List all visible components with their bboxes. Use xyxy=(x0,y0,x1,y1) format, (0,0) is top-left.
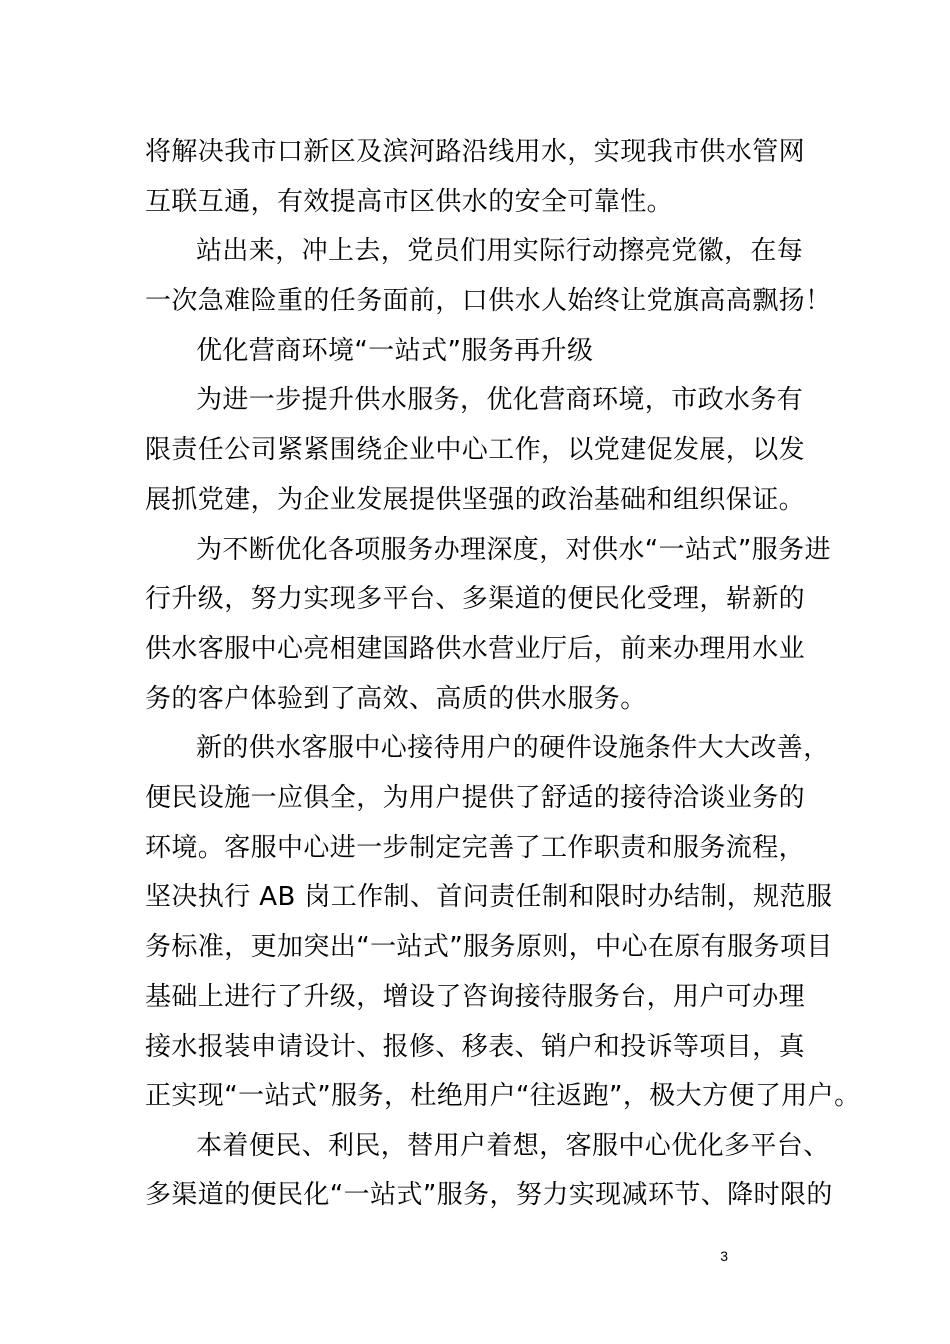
page-number: 3 xyxy=(720,1248,728,1264)
text-line: 站出来，冲上去，党员们用实际行动擦亮党徽，在每 xyxy=(196,236,804,266)
text-line: 展抓党建，为企业发展提供坚强的政治基础和组织保证。 xyxy=(145,485,806,515)
text-line: 本着便民、利民，替用户着想，客服中心优化多平台、 xyxy=(196,1131,830,1161)
text-line: 多渠道的便民化“一站式”服务，努力实现减环节、降时限的 xyxy=(145,1180,833,1210)
text-line: 接水报装申请设计、报修、移表、销户和投诉等项目，真 xyxy=(145,1032,806,1062)
text-line: 正实现“一站式”服务，杜绝用户“往返跑”，极大方便了用户。 xyxy=(145,1081,861,1111)
text-line: 便民设施一应俱全，为用户提供了舒适的接待洽谈业务的 xyxy=(145,783,806,813)
text-line: 新的供水客服中心接待用户的硬件设施条件大大改善， xyxy=(196,733,830,763)
text-line: 为不断优化各项服务办理深度，对供水“一站式”服务进 xyxy=(196,535,831,565)
text-line: 为进一步提升供水服务，优化营商环境，市政水务有 xyxy=(196,385,804,415)
section-heading: 优化营商环境“一站式”服务再升级 xyxy=(196,336,594,366)
text-line: 供水客服中心亮相建国路供水营业厅后，前来办理用水业 xyxy=(145,634,806,664)
text-line: 行升级，努力实现多平台、多渠道的便民化受理，崭新的 xyxy=(145,584,806,614)
text-line: 限责任公司紧紧围绕企业中心工作，以党建促发展，以发 xyxy=(145,435,806,465)
text-line: 将解决我市口新区及滨河路沿线用水，实现我市供水管网 xyxy=(145,137,806,167)
text-line: 坚决执行 AB 岗工作制、首问责任制和限时办结制，规范服 xyxy=(145,882,833,912)
text-line: 一次急难险重的任务面前，口供水人始终让党旗高高飘扬！ xyxy=(145,286,832,316)
text-line: 务标准，更加突出“一站式”服务原则，中心在原有服务项目 xyxy=(145,932,833,962)
text-line: 互联互通，有效提高市区供水的安全可靠性。 xyxy=(145,187,674,217)
text-line: 务的客户体验到了高效、高质的供水服务。 xyxy=(145,684,647,714)
text-line: 环境。客服中心进一步制定完善了工作职责和服务流程， xyxy=(145,833,806,863)
text-line: 基础上进行了升级，增设了咨询接待服务台，用户可办理 xyxy=(145,982,806,1012)
